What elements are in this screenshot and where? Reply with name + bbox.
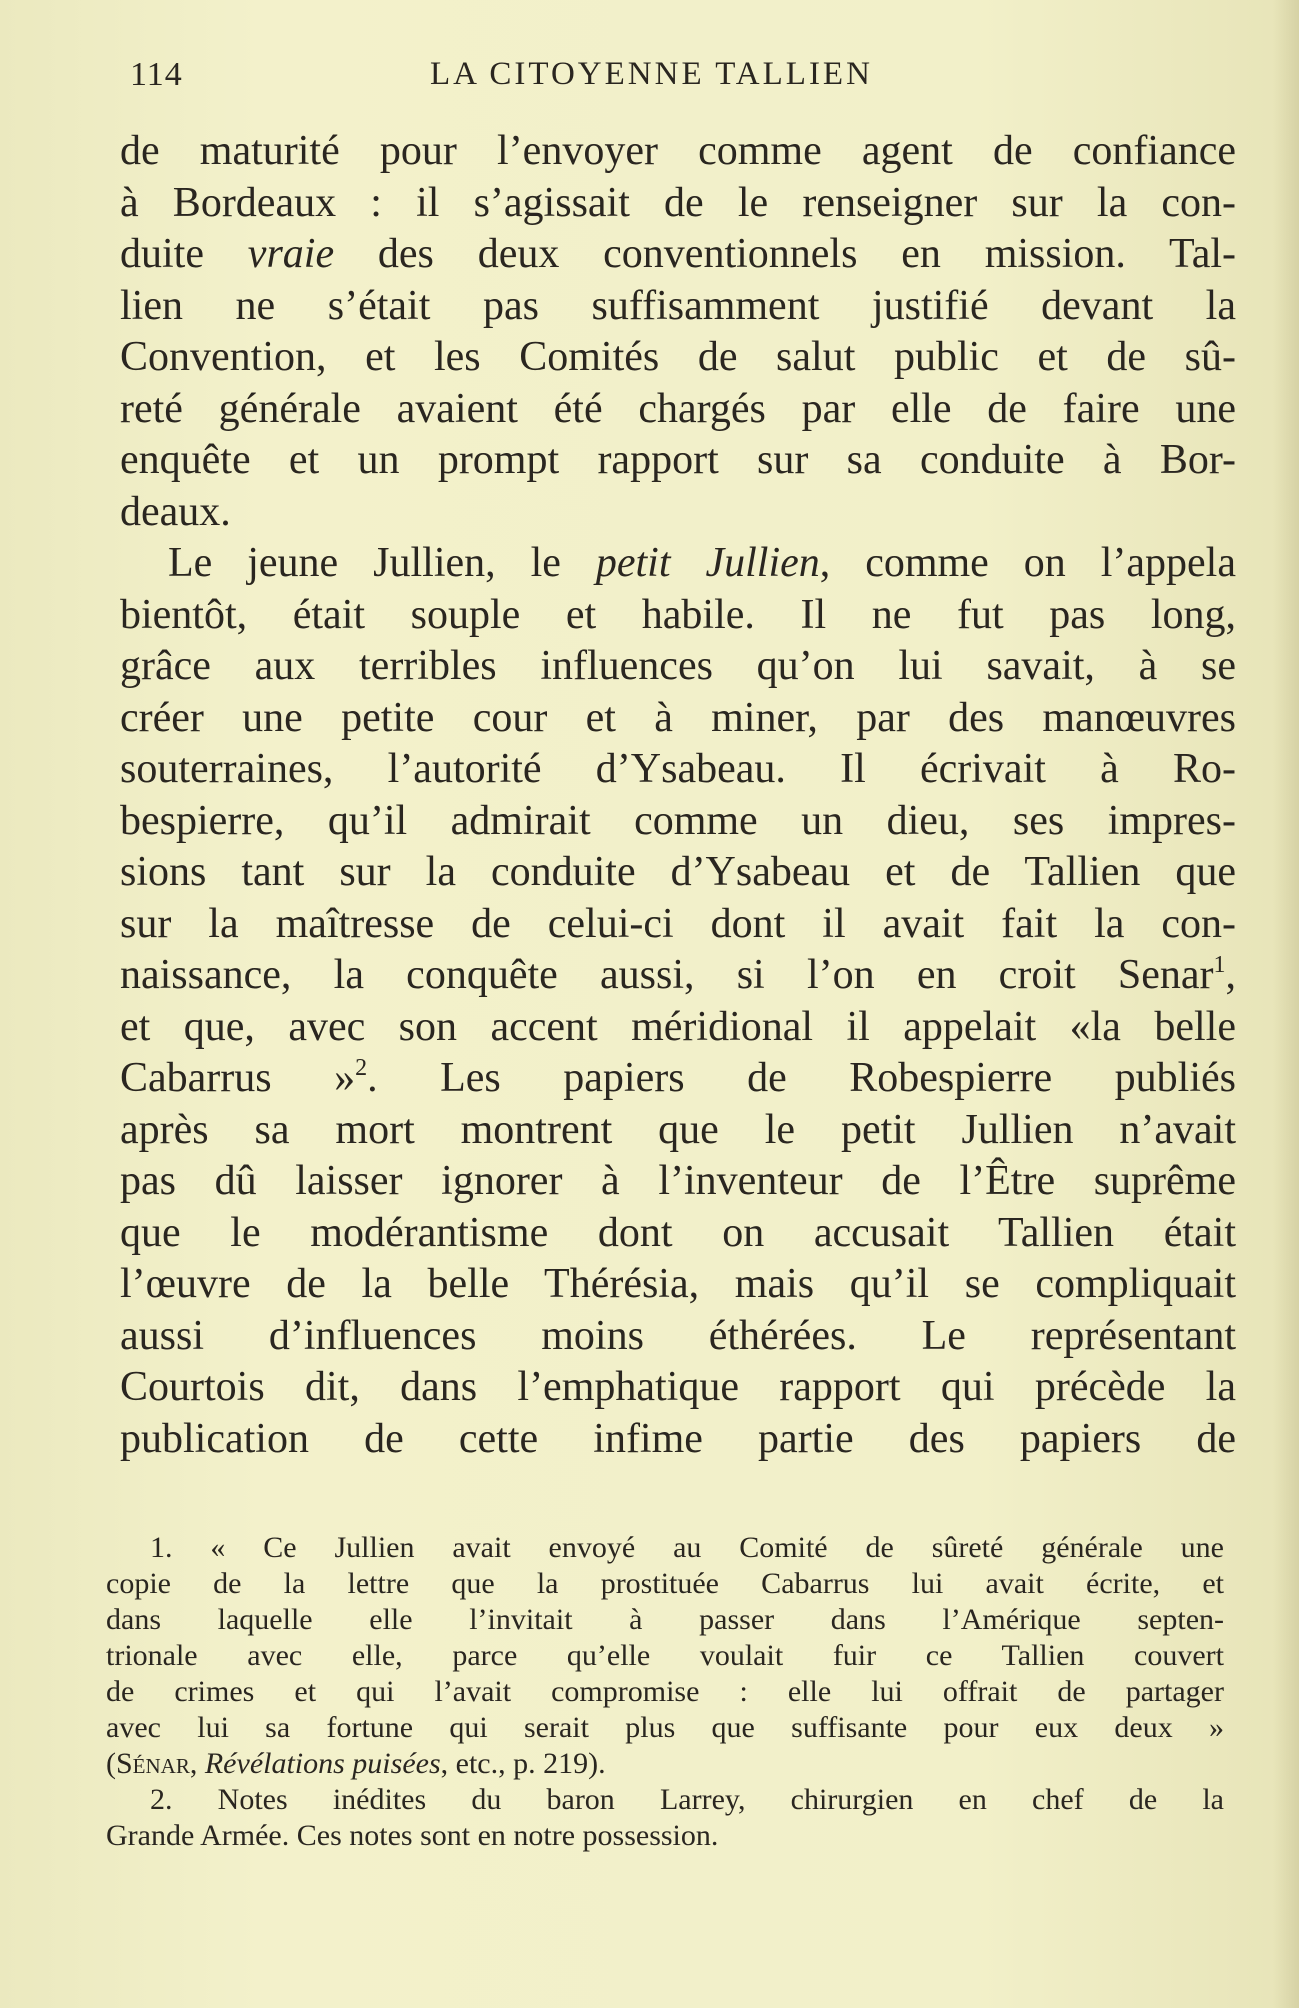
text-line: souterraines, l’autorité d’Ysabeau. Il écrivait à Ro-: [120, 746, 1236, 792]
footnote-2-line: Grande Armée. Ces notes sont en notre possession.: [106, 1819, 719, 1852]
running-head: [130, 56, 1230, 106]
paragraph-start-line: Le jeune Jullien, le petit Jullien, comme on l’appela: [168, 540, 1236, 586]
text-line: duite vraie des deux conventionnels en mission. Tal-: [120, 231, 1236, 277]
text-line: lien ne s’était pas suffisamment justifié devant la: [120, 282, 1236, 329]
footnote-1-line: 1. « Ce Jullien avait envoyé au Comité de sûreté générale une: [150, 1531, 1224, 1564]
text-line: de maturité pour l’envoyer comme agent de confiance: [120, 128, 1236, 174]
text-line: naissance, la conquête aussi, si l’on en croit Senar$^1$,: [120, 952, 1236, 998]
text-line: deaux.: [120, 488, 231, 535]
running-title: LA CITOYENNE TALLIEN: [430, 56, 873, 92]
text-line: bientôt, était souple et habile. Il ne fut pas long,: [120, 591, 1236, 638]
text-line: à Bordeaux : il s’agissait de le renseigner sur la con-: [120, 179, 1236, 226]
page-number: 114: [130, 56, 183, 93]
text-line: Convention, et les Comités de salut public et de sû-: [120, 334, 1236, 380]
text-line: Cabarrus »$^2$. Les papiers de Robespierre publiés: [120, 1055, 1236, 1101]
footnote-2-line: 2. Notes inédites du baron Larrey, chirurgien en chef de la: [150, 1783, 1224, 1816]
footnote-1-line: avec lui sa fortune qui serait plus que suffisante pour eux deux »: [106, 1711, 1224, 1744]
text-line: pas dû laisser ignorer à l’inventeur de l’Être suprême: [120, 1158, 1236, 1204]
citation-author: Sénar: [116, 1747, 190, 1780]
page-edge-shadow: [1273, 0, 1299, 2008]
footnote-1-line: de crimes et qui l’avait compromise : elle lui offrait de partager: [106, 1675, 1224, 1708]
text-line: reté générale avaient été chargés par elle de faire une: [120, 385, 1236, 432]
italic-word: vraie: [247, 231, 335, 277]
text-line: sions tant sur la conduite d’Ysabeau et de Tallien que: [120, 849, 1236, 895]
text-line: bespierre, qu’il admirait comme un dieu, ses impres-: [120, 797, 1236, 844]
footnote-1-citation: (Sénar, Révélations puisées, etc., p. 219).: [106, 1747, 606, 1780]
footnotes: [106, 1530, 1224, 1854]
footnote-1-line: trionale avec elle, parce qu’elle voulait fuir ce Tallien couvert: [106, 1639, 1224, 1672]
text-line: et que, avec son accent méridional il appelait «la belle: [120, 1003, 1236, 1050]
text-line: aussi d’influences moins éthérées. Le représentant: [120, 1312, 1236, 1359]
text-line: grâce aux terribles influences qu’on lui savait, à se: [120, 643, 1236, 689]
footnote-1-line: dans laquelle elle l’invitait à passer dans l’Amérique septen-: [106, 1603, 1224, 1636]
text-line: que le modérantisme dont on accusait Tallien était: [120, 1209, 1236, 1256]
footnote-ref-2: 2: [355, 1055, 368, 1081]
italic-phrase: petit Jullien: [595, 540, 820, 586]
citation-title: Révélations puisées: [204, 1747, 441, 1780]
text-line: enquête et un prompt rapport sur sa conduite à Bor-: [120, 437, 1236, 483]
text-line: créer une petite cour et à miner, par des manœuvres: [120, 694, 1236, 741]
text-line: après sa mort montrent que le petit Jullien n’avait: [120, 1106, 1236, 1153]
text-line: sur la maîtresse de celui-ci dont il avait fait la con-: [120, 900, 1236, 947]
body-text: [120, 126, 1236, 1465]
footnote-ref-1: 1: [1213, 952, 1226, 978]
text-line: l’œuvre de la belle Thérésia, mais qu’il se compliquait: [120, 1261, 1236, 1307]
text-line: Courtois dit, dans l’emphatique rapport qui précède la: [120, 1364, 1236, 1410]
footnote-1-line: copie de la lettre que la prostituée Cabarrus lui avait écrite, et: [106, 1567, 1224, 1600]
text-line: publication de cette infime partie des papiers de: [120, 1415, 1236, 1462]
